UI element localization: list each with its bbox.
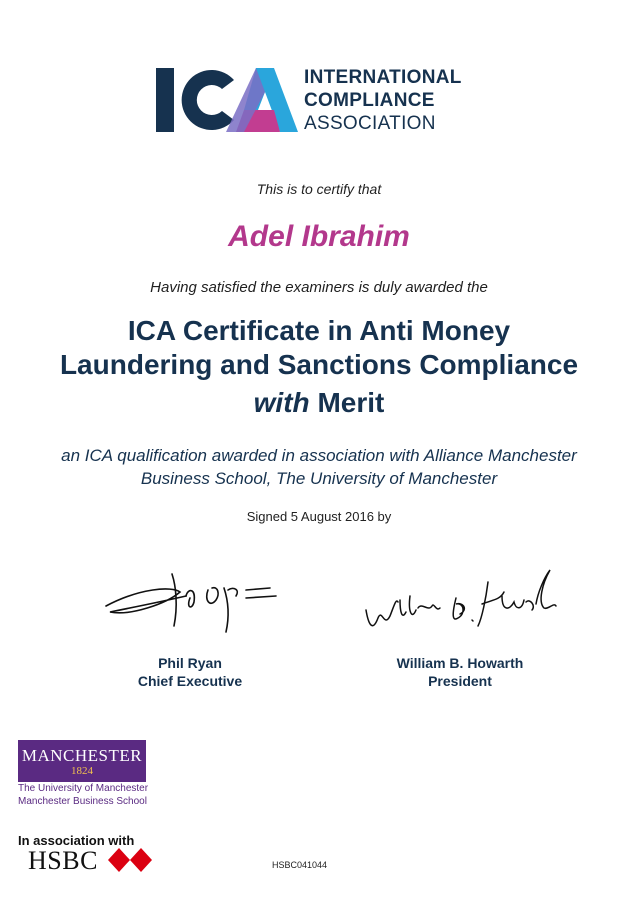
certificate-title-line2: Laundering and Sanctions Compliance [59, 349, 579, 380]
hsbc-wordmark: HSBC [28, 846, 98, 875]
signatory-2-role: President [428, 673, 492, 689]
signatory-1 [110, 654, 270, 690]
manchester-logo-year: 1824 [71, 765, 93, 777]
certificate-reference: HSBC041044 [272, 860, 328, 870]
signatory-1-name: Phil Ryan [158, 655, 222, 671]
manchester-logo [18, 740, 146, 782]
merit-with: with [253, 387, 310, 418]
business-school-name: Manchester Business School [18, 796, 147, 807]
certificate-title [0, 314, 638, 382]
signed-date: Signed 5 August 2016 by [246, 509, 392, 524]
signatory-2 [370, 654, 550, 690]
logo-line-association: ASSOCIATION [304, 113, 436, 134]
signatory-2-name: William B. Howarth [396, 655, 524, 671]
certify-intro: This is to certify that [256, 181, 382, 197]
ica-logo [156, 66, 486, 136]
logo-line-international: INTERNATIONAL [304, 67, 462, 88]
merit-line [0, 387, 638, 419]
recipient-name: Adel Ibrahim [228, 220, 410, 253]
signatory-1-role: Chief Executive [137, 673, 243, 689]
university-name: The University of Manchester [18, 783, 149, 794]
in-association-label: In association with [18, 833, 135, 848]
association-line2: Business School, The University of Manchester [140, 469, 498, 488]
hsbc-hexagon-icon [108, 848, 152, 872]
manchester-logo-name: MANCHESTER [21, 746, 143, 765]
certificate-title-line1: ICA Certificate in Anti Money [127, 315, 511, 346]
logo-line-compliance: COMPLIANCE [304, 90, 435, 111]
merit-grade: Merit [317, 387, 385, 418]
signature-phil-ryan [100, 566, 280, 636]
association-line1: an ICA qualification awarded in association with Alliance Manchester [61, 446, 577, 465]
signature-william-howarth [360, 562, 560, 637]
ica-monogram-icon [156, 66, 301, 136]
satisfied-statement: Having satisfied the examiners is duly awarded the [150, 279, 488, 296]
association-statement [0, 444, 638, 490]
